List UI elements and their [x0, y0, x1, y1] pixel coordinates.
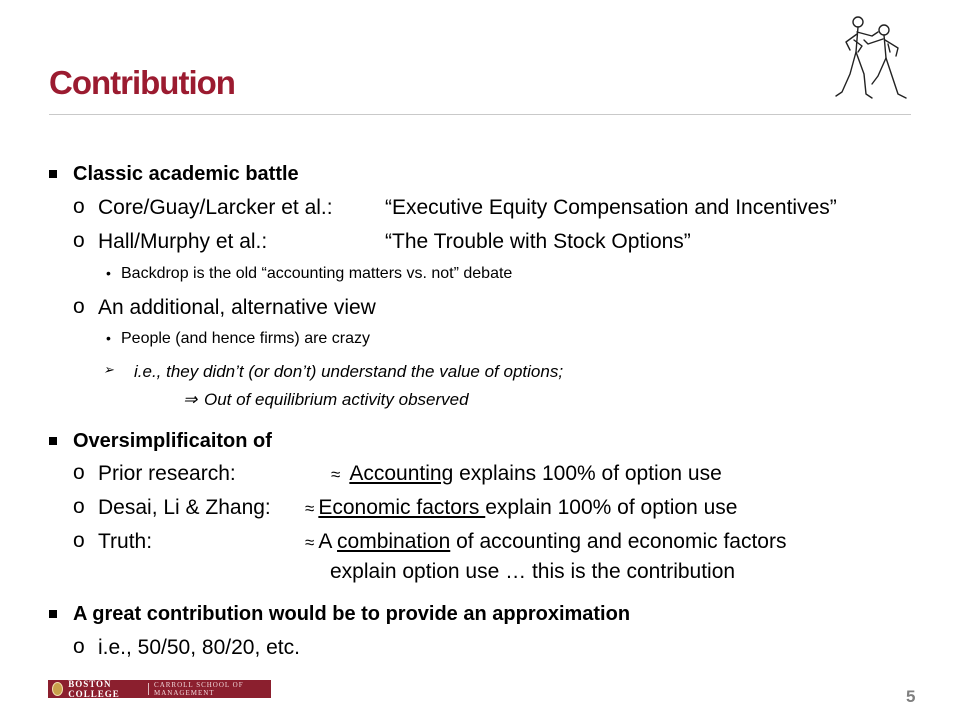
approx-icon: ≈ [331, 465, 341, 484]
sub-sub-item-text: i.e., they didn’t (or don’t) understand the value of options; [134, 362, 564, 381]
item-text: i.e., 50/50, 80/20, etc. [98, 636, 300, 659]
approx-icon: ≈ [305, 499, 315, 518]
list-item-ratios [73, 635, 300, 660]
implies-arrow-icon: ⇒ [183, 390, 198, 409]
boston-college-logo [48, 680, 271, 698]
item-continuation: explain option use … this is the contribution [330, 560, 736, 583]
circle-bullet-icon: o [73, 295, 85, 318]
circle-bullet-icon: o [73, 529, 85, 552]
item-text: An additional, alternative view [98, 296, 376, 319]
paper-title: “Executive Equity Compensation and Incentives” [385, 196, 837, 219]
list-item-implication [183, 390, 469, 410]
circle-bullet-icon: o [73, 635, 85, 658]
circle-bullet-icon: o [73, 495, 85, 518]
list-item-alternative-view [73, 295, 376, 320]
dot-bullet-icon: • [106, 265, 111, 281]
implication-text: Out of equilibrium activity observed [203, 390, 469, 409]
page-number: 5 [906, 687, 916, 706]
paper-title: “The Trouble with Stock Options” [385, 230, 691, 253]
author-name: Core/Guay/Larcker et al.: [98, 196, 333, 219]
item-claim: ≈ Economic factors explain 100% of option use [305, 496, 738, 519]
logo-divider [148, 683, 149, 695]
circle-bullet-icon: o [73, 461, 85, 484]
slide-title: Contribution [49, 64, 235, 101]
arrow-bullet-icon: ➢ [103, 362, 114, 377]
list-item-truth-continued [330, 560, 735, 584]
item-label: Prior research: [98, 462, 236, 485]
circle-bullet-icon: o [73, 229, 85, 252]
title-divider [49, 114, 911, 115]
item-claim: ≈ A combination of accounting and economic factors [305, 530, 787, 553]
author-name: Hall/Murphy et al.: [98, 230, 268, 253]
logo-school: CARROLL SCHOOL OF MANAGEMENT [154, 681, 244, 697]
sub-item-text: People (and hence firms) are crazy [121, 330, 370, 347]
list-item-desai-li-zhang [73, 495, 738, 520]
logo-name: BOSTON COLLEGE [68, 679, 120, 699]
section-heading: Oversimplificaiton of [73, 430, 272, 452]
list-item-core-guay [73, 195, 837, 220]
sub-item-text: Backdrop is the old “accounting matters vs. not” debate [121, 265, 513, 282]
item-label: Desai, Li & Zhang: [98, 496, 271, 519]
square-bullet-icon [49, 610, 57, 618]
circle-bullet-icon: o [73, 195, 85, 218]
item-claim: ≈ Accounting explains 100% of option use [331, 462, 722, 485]
approx-icon: ≈ [305, 533, 315, 552]
square-bullet-icon [49, 170, 57, 178]
section-heading: Classic academic battle [73, 163, 299, 185]
section-great-contribution [73, 603, 630, 626]
list-item-truth [73, 529, 787, 554]
section-oversimplification [73, 430, 272, 453]
list-item-hall-murphy [73, 229, 691, 254]
section-classic-battle [73, 163, 299, 186]
seal-icon [52, 682, 63, 696]
list-item-backdrop [106, 265, 513, 283]
list-item-prior-research [73, 461, 722, 486]
section-heading: A great contribution would be to provide an approximation [73, 603, 631, 625]
boxing-fighters-illustration [828, 12, 914, 104]
dot-bullet-icon: • [106, 330, 111, 346]
list-item-people-crazy [106, 330, 370, 348]
list-item-didnt-understand [103, 362, 564, 382]
square-bullet-icon [49, 437, 57, 445]
item-label: Truth: [98, 530, 153, 553]
